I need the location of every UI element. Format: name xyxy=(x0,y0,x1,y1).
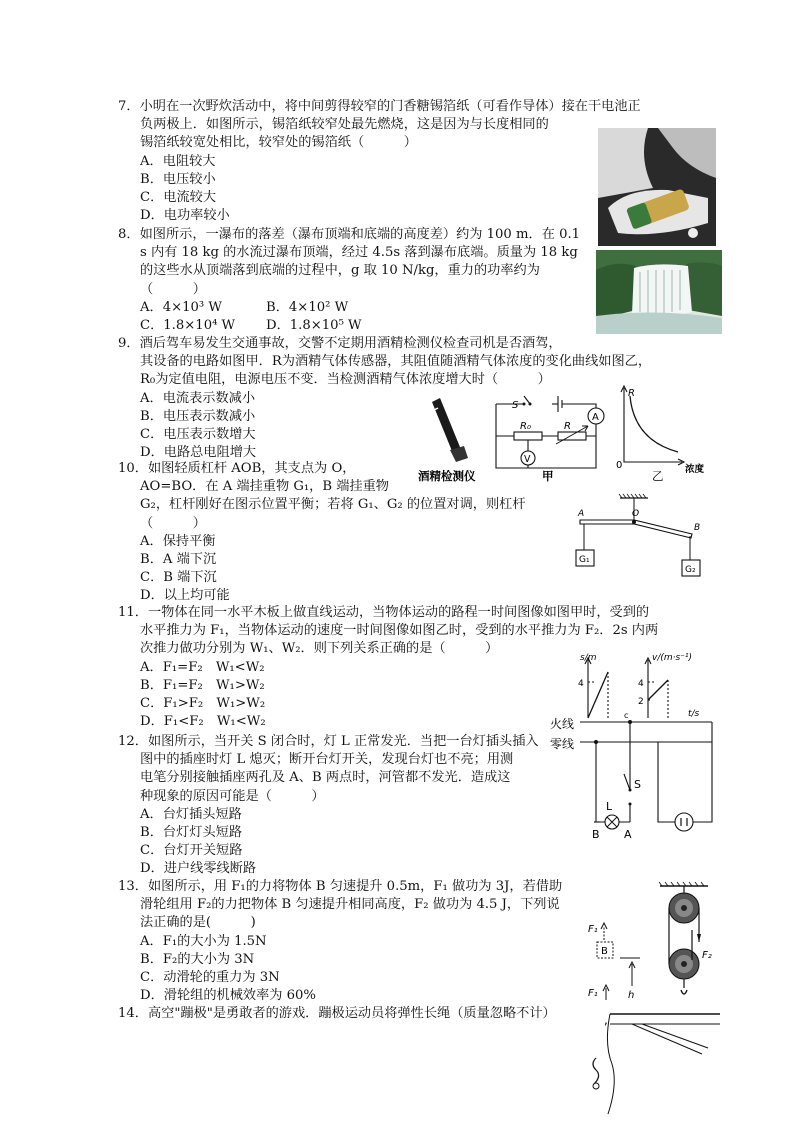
q8-option-d: D．1.8×10⁵ W xyxy=(266,318,362,334)
q13-height-label: h xyxy=(628,990,635,1001)
q10-label-a: A xyxy=(578,509,585,519)
q8-line-2: s 内有 18 kg 的水流过瀑布顶端，经过 4.5s 落到瀑布底端。质量为 18 kg xyxy=(140,245,578,261)
q7-battery-foil-photo xyxy=(598,128,716,246)
q9-graph-origin: 0 xyxy=(616,460,623,471)
q8-option-b: B．4×10² W xyxy=(266,299,349,315)
q12-point-a-label: A xyxy=(624,828,632,841)
q8-waterfall-photo xyxy=(596,250,722,334)
q10-option-d: D．以上均可能 xyxy=(140,588,230,604)
question-14 xyxy=(118,1005,556,1023)
q12-line-1: 12．如图所示，当开关 S 闭合时，灯 L 正常发光．当把一台灯插头插入 xyxy=(118,734,539,749)
q11-line-3: 次推力做功分别为 W₁、W₂．则下列关系正确的是（ ） xyxy=(140,641,499,657)
q11-line-1: 11．一物体在同一水平木板上做直线运动，当物体运动的路程一时间图像如图甲时，受到的 xyxy=(118,605,650,620)
q9-graph-conc-axis: 浓度 xyxy=(685,464,705,475)
q8-line-4: （ ） xyxy=(140,281,206,297)
q7-option-c: C．电流较大 xyxy=(140,190,217,206)
q12-option-d: D．进户线零线断路 xyxy=(140,861,257,877)
q9-graph-r-axis: R xyxy=(628,388,635,399)
q10-label-b: B xyxy=(694,523,701,533)
q9-caption-jia: 甲 xyxy=(542,469,554,483)
q7-line-3: 锡箔纸较宽处相比，较窄处的锡箔纸（ ） xyxy=(140,135,417,151)
q13-f1-bottom-label: F₁ xyxy=(588,988,598,999)
q8-options-row-2 xyxy=(118,317,580,335)
q10-line-3: G₂，杠杆刚好在图示位置平衡；若将 G₁、G₂ 的位置对调，则杠杆 xyxy=(140,497,526,513)
q11-option-b: B．F₁=F₂ W₁>W₂ xyxy=(140,677,265,693)
q8-options-row-1 xyxy=(118,299,580,317)
q13-option-d: D．滑轮组的机械效率为 60% xyxy=(140,988,316,1004)
q9-line-1: 9．酒后驾车易发生交通事故，交警不定期用酒精检测仪检查司机是否酒驾， xyxy=(118,336,562,351)
q7-line-1: 7．小明在一次野炊活动中，将中间剪得较窄的门香糖锡箔纸（可看作导体）接在干电池正 xyxy=(118,99,641,114)
q12-option-a: A．台灯插头短路 xyxy=(140,806,242,822)
q10-label-g2: G₂ xyxy=(685,565,696,575)
q11-option-c: C．F₁>F₂ W₁>W₂ xyxy=(140,696,266,712)
question-12 xyxy=(118,733,539,879)
q13-option-a: A．F₁的大小为 1.5N xyxy=(140,933,267,949)
q13-option-b: B．F₂的大小为 3N xyxy=(140,951,255,967)
q12-line-2: 图中的插座时灯 L 熄灭；断开台灯开关，发现台灯也不亮；用测 xyxy=(140,752,514,768)
q9-option-c: C．电压表示数增大 xyxy=(140,427,256,443)
q13-pulley-figure xyxy=(584,880,720,1004)
q10-line-2: AO=BO．在 A 端挂重物 G₁，B 端挂重物 xyxy=(140,479,389,495)
q12-line-3: 电笔分别接触插座两孔及 A、B 两点时，河管都不发光．造成这 xyxy=(140,770,511,786)
question-8 xyxy=(118,226,580,335)
q8-line-3: 的这些水从顶端落到底端的过程中，g 取 10 N/kg，重力的功率约为 xyxy=(140,263,540,279)
q7-option-d: D．电功率较小 xyxy=(140,208,230,224)
q13-option-c: C．动滑轮的重力为 3N xyxy=(140,970,280,986)
q10-option-c: C．B 端下沉 xyxy=(140,570,217,586)
q12-line-4: 种现象的原因可能是（ ） xyxy=(140,788,325,804)
q14-bungee-figure xyxy=(582,1004,722,1116)
q10-line-1: 10．如图轻质杠杆 AOB，其支点为 O， xyxy=(118,461,356,476)
q7-option-a: A．电阻较大 xyxy=(140,153,216,169)
question-13 xyxy=(118,878,562,1005)
q10-option-b: B．A 端下沉 xyxy=(140,552,217,568)
q11-v-axis-label: v/(m·s⁻¹) xyxy=(652,653,693,663)
q8-option-c: C．1.8×10⁴ W xyxy=(140,318,236,334)
q11-s-tick-4: 4 xyxy=(578,679,584,689)
q13-line-2: 滑轮组用 F₂的力把物体 B 匀速提升相同高度，F₂ 做功为 4.5 J，下列说 xyxy=(140,897,560,913)
q9-line-3: R₀为定值电阻，电源电压不变．当检测酒精气体浓度增大时（ ） xyxy=(140,372,551,388)
q13-line-3: 法正确的是( ) xyxy=(140,915,256,931)
q8-line-1: 8．如图所示，一瀑布的落差（瀑布顶端和底端的高度差）约为 100 m．在 0.1 xyxy=(118,227,581,242)
q12-live-wire-label: 火线 xyxy=(550,717,575,731)
q11-t-axis-label: t/s xyxy=(688,709,700,719)
q13-line-1: 13．如图所示，用 F₁的力将物体 B 匀速提升 0.5m，F₁ 做功为 3J，若借助 xyxy=(118,879,563,894)
question-10 xyxy=(118,460,526,606)
q11-option-a: A．F₁=F₂ W₁<W₂ xyxy=(140,659,265,675)
lever-bar xyxy=(580,520,692,538)
q12-neutral-wire-label: 零线 xyxy=(550,737,575,751)
sensor-resistor xyxy=(558,432,586,440)
q12-option-b: B．台灯灯头短路 xyxy=(140,825,243,841)
q9-ammeter-label: A xyxy=(592,412,599,423)
q9-line-2: 其设备的电路如图甲．R为酒精气体传感器，其阻值随酒精气体浓度的变化曲线如图乙， xyxy=(140,354,652,370)
q12-point-b-label: B xyxy=(592,828,600,841)
q11-s-axis-label: s/m xyxy=(580,653,597,663)
q12-lamp-label: L xyxy=(606,800,613,813)
q12-point-c-label: c xyxy=(624,711,629,720)
q13-f1-top-label: F₁ xyxy=(588,924,598,935)
q9-voltmeter-label: V xyxy=(524,454,531,465)
q10-line-4: （ ） xyxy=(140,515,206,531)
q8-option-a: A．4×10³ W xyxy=(140,299,222,315)
q7-line-2: 负两极上．如图所示，锡箔纸较窄处最先燃烧，这是因为与长度相同的 xyxy=(140,117,549,133)
q11-v-tick-4: 4 xyxy=(638,679,644,689)
q10-option-a: A．保持平衡 xyxy=(140,533,216,549)
q12-option-c: C．台灯开关短路 xyxy=(140,843,243,859)
socket-icon xyxy=(675,813,693,831)
q10-label-o: O xyxy=(632,509,640,519)
q10-lever-figure xyxy=(572,492,712,584)
q9-caption-yi: 乙 xyxy=(652,469,664,483)
q9-option-b: B．电压表示数减小 xyxy=(140,408,256,424)
q11-option-d: D．F₁<F₂ W₁<W₂ xyxy=(140,714,266,730)
q9-switch-label: S xyxy=(512,400,519,411)
q11-q12-figure xyxy=(548,648,718,842)
q13-object-b-label: B xyxy=(601,946,608,957)
q10-label-g1: G₁ xyxy=(579,555,590,565)
q11-line-2: 水平推力为 F₁，当物体运动的速度一时间图像如图乙时，受到的水平推力为 F₂．2s 内两 xyxy=(140,623,659,639)
q12-switch-label: S xyxy=(634,778,641,791)
q9-r-label: R xyxy=(564,421,571,432)
q14-line-1: 14．高空"蹦极"是勇敢者的游戏．蹦极运动员将弹性长绳（质量忽略不计） xyxy=(118,1006,556,1021)
q9-option-a: A．电流表示数减小 xyxy=(140,390,256,406)
q7-option-b: B．电压较小 xyxy=(140,171,216,187)
svg-text:,: , xyxy=(604,1013,608,1027)
q11-v-tick-2: 2 xyxy=(638,697,644,707)
question-7 xyxy=(118,98,641,225)
alcohol-detector-icon xyxy=(432,398,468,462)
q9-r0-label: R₀ xyxy=(520,421,531,432)
q13-f2-label: F₂ xyxy=(702,950,712,961)
q9-option-d: D．电路总电阻增大 xyxy=(140,445,257,461)
q9-device-caption: 酒精检测仪 xyxy=(418,469,476,483)
r0-resistor xyxy=(514,432,542,440)
